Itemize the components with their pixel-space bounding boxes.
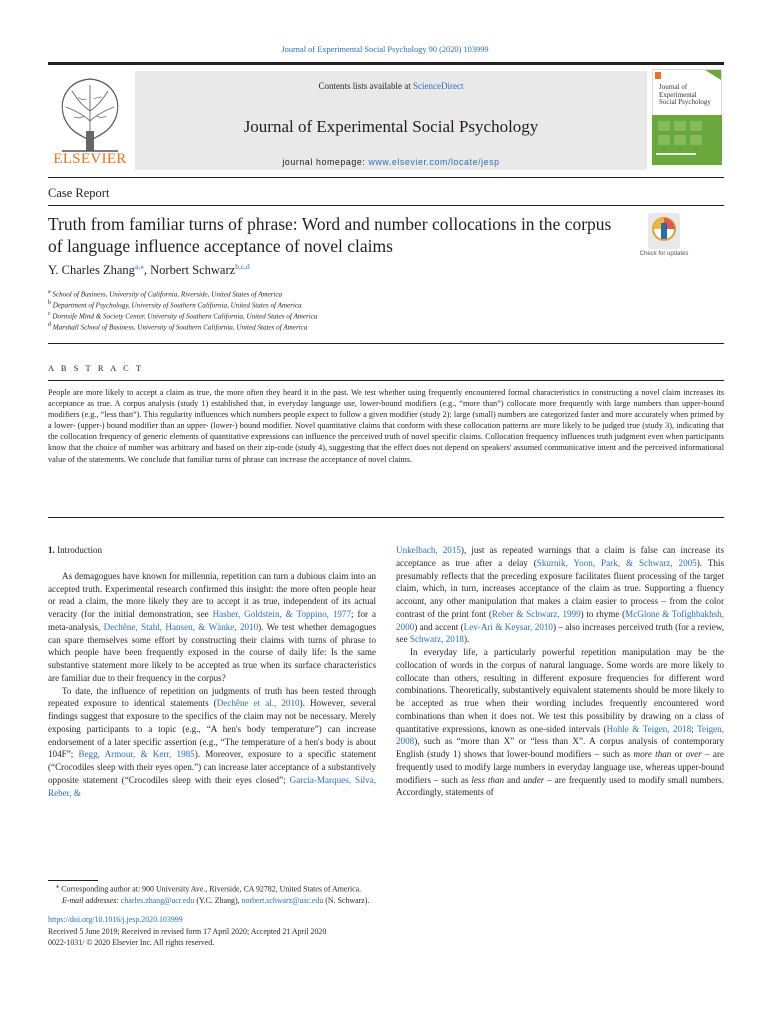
- journal-reference[interactable]: Journal of Experimental Social Psychology 90 (2020) 103999: [281, 45, 489, 54]
- contents-line: [135, 81, 647, 91]
- author-name: Norbert Schwarz: [150, 263, 236, 278]
- article-history: Received 5 June 2019; Received in revised form 17 April 2020; Accepted 21 April 2020: [48, 926, 327, 936]
- affil-text: Department of Psychology, University of Southern California, United States of America: [52, 301, 302, 310]
- crossmark-icon: [639, 213, 689, 263]
- italic-term: under: [523, 774, 545, 785]
- article-type: Case Report: [48, 186, 110, 200]
- journal-homepage: [135, 157, 647, 167]
- italic-term: over: [685, 749, 702, 759]
- section-heading: [48, 544, 376, 557]
- cover-title: Journal of Experimental Social Psychology: [659, 83, 711, 106]
- citation-link[interactable]: Unkelbach, 2015: [396, 545, 461, 555]
- citation-link[interactable]: Begg, Armour, & Kerr, 1985: [78, 749, 195, 760]
- citation-link[interactable]: Hasher, Goldstein, & Toppino, 1977: [212, 609, 352, 619]
- footnote-mark: ⁎: [56, 883, 60, 890]
- citation-link[interactable]: Teigen, 2008: [396, 723, 724, 747]
- author-affil-marker[interactable]: a,⁎: [134, 262, 144, 271]
- citation-link[interactable]: Schwarz, 2018: [409, 634, 464, 645]
- citation-link[interactable]: Hohle & Teigen, 2018: [606, 723, 692, 734]
- citation-link[interactable]: Lev-Ari & Keysar, 2010: [463, 621, 553, 632]
- abstract-heading: A B S T R A C T: [48, 364, 144, 373]
- cover-top: [652, 69, 722, 117]
- body-column-left: [48, 544, 376, 799]
- doi-link[interactable]: https://doi.org/10.1016/j.jesp.2020.103999: [48, 915, 183, 924]
- citation-link[interactable]: Reber & Schwarz, 1999: [491, 608, 581, 619]
- citation-link[interactable]: Dechêne, Stahl, Hansen, & Wänke, 2010: [103, 621, 259, 632]
- affiliation: [48, 289, 282, 298]
- abstract-text: People are more likely to accept a claim as true, the more often they heard it in the past. We test whether using frequently encountered formal characteristics in constructing a novel claim increases its acceptance as true. A corpus analysis (study 1) established that, in everyday language use, lower-bound modifiers (e.g., “more than”) collocate more frequently with large numbers than upper-bound modifiers (e.g., “less than”). This regularity influences which numbers people expect to follow a given modifier (study 2): large (small) numbers are categorized faster and more accurately when primed by a lower- (upper-) bound modifier than an upper- (lower-) bound modifier. Novel quantitative claims that conform with these collocation patterns are more likely to be judged true (study 3), indicating that the collocation frequency of generic elements of quantitative expressions can influence the perceived truth of novel specific claims. Collocation frequency influences truth judgment even when participants know that the choice of number was arbitrary and based on their zip-code (study 4), suggesting that the effect does not depend on speakers' assumed communicative intent and the perceived informational value of the statements. We conclude that familiar turns of phrase can increase the acceptance of novel claims.: [48, 388, 724, 464]
- body-paragraph: In everyday life, a particularly powerful repetition manipulation may be the collocation of words in the corpus of natural language. Some words are more likely to collocate than others, resulting in different exposure frequencies for different word combinations. Theoretically, substantively equivalent statements should be more likely to be accepted as true when their wording includes frequently encountered word combinations than when it does not. We test this possibility by drawing on a class of quantitative expressions, known as one-sided intervals (Hohle & Teigen, 2018; Teigen, 2008), such as “more than X” or “less than X”. A corpus analysis of contemporary English (study 1) shows that lower-bound modifiers – such as more than or over – are frequently used to modify large numbers in everyday language use, whereas upper-bound modifiers – such as less than and under – are frequently used to modify small numbers. Accordingly, statements of: [396, 647, 725, 798]
- author-list: Y. Charles Zhang$^{a,⁎}$, Norbert Schwarz$^{b,c,d}$: [48, 262, 250, 278]
- paper-title: Truth from familiar turns of phrase: Word and number collocations in the corpus of language influence acceptance of novel claims: [48, 214, 612, 256]
- journal-cover-thumbnail[interactable]: [648, 67, 724, 171]
- body-paragraph: Unkelbach, 2015), just as repeated warnings that a claim is false can increase its acceptance as true after a delay (Skurnik, Yoon, Park, & Schwarz, 2005). This presumably reflects that the preceding exposure facilitates fluent processing of the target claim, which, in turn, increases acceptance of the claim as true. Supporting a fluency account, any other manipulation that makes a claim easier to process – from the color contrast of the print font (Reber & Schwarz, 1999) to rhyme (McGlone & Tofighbakhsh, 2000) and accent (Lev-Ari & Keysar, 2010) – also increases perceived truth (for a review, see Schwarz, 2018).: [396, 545, 725, 645]
- journal-title: Journal of Experimental Social Psychology: [243, 117, 539, 136]
- email-line: [56, 895, 716, 906]
- italic-term: more than: [633, 749, 672, 759]
- email-link[interactable]: charles.zhang@ucr.edu: [120, 895, 195, 905]
- email-owner: (N. Schwarz).: [325, 895, 370, 905]
- citation-link[interactable]: Garcia-Marques, Silva, Reber, &: [48, 774, 376, 798]
- footnote: [56, 881, 716, 906]
- homepage-prefix: journal homepage:: [282, 157, 369, 167]
- divider: [48, 205, 724, 206]
- affil-marker: c: [48, 311, 51, 317]
- contents-prefix: Contents lists available at: [318, 81, 413, 91]
- article-info: [48, 914, 326, 949]
- citation-link[interactable]: McGlone & Tofighbakhsh, 2000: [396, 608, 724, 632]
- citation-link[interactable]: Skurnik, Yoon, Park, & Schwarz, 2005: [536, 557, 697, 568]
- body-paragraph: As demagogues have known for millennia, repetition can turn a dubious claim into an accepted truth. Experimental research confirmed this insight: the more often people hear or read a claim, the more likely they are to accept it as true, independent of its actual veracity (for the initial demonstration, see Hasher, Goldstein, & Toppino, 1977; for a meta-analysis, Dechêne, Stahl, Hansen, & Wänke, 2010). We test whether demagogues can spare themselves some effort by constructing their claims with turns of phrase to which people have been frequently exposed in the course of daily life: Is the same substantive statement more likely to be accepted as true when its surface characteristics are familiar due to their frequency in the corpus?: [48, 570, 376, 683]
- divider: [48, 380, 724, 381]
- divider: [48, 517, 724, 518]
- affil-text: Marshall School of Business, University of Southern California, United States of America: [52, 323, 308, 332]
- corresponding-text: Corresponding author at: 900 University Ave., Riverside, CA 92782, United States of America.: [61, 884, 362, 894]
- email-owner: (Y.C. Zhang),: [196, 895, 240, 905]
- copyright: 0022-1031/ © 2020 Elsevier Inc. All rights reserved.: [48, 938, 215, 947]
- section-title: Introduction: [57, 545, 103, 555]
- affil-text: Dornsife Mind & Society Center, University of Southern California, United States of America: [52, 312, 318, 321]
- email-label: E-mail addresses:: [62, 895, 119, 905]
- affil-marker: d: [48, 322, 51, 328]
- masthead-center: [135, 71, 647, 170]
- crossmark-label: Check for updates: [639, 251, 689, 257]
- body-paragraph: To date, the influence of repetition on judgments of truth has been tested through repeated exposure to identical statements (Dechêne et al., 2010). However, several findings suggest that exposure to the specifics of the claim may not be necessary. Merely exposing participants to a topic (e.g., “A hen's body temperature”) can increase endorsement of a later specific assertion (e.g., “The temperature of a hen's body is about 104F”; Begg, Armour, & Kerr, 1985). Moreover, exposure to a specific statement (“Crocodiles sleep with their eyes open.”) can increase later acceptance of a substantively opposite statement (“Crocodiles sleep with their eyes closed”; Garcia-Marques, Silva, Reber, &: [48, 685, 376, 798]
- email-link[interactable]: norbert.schwarz@usc.edu: [241, 895, 324, 905]
- check-for-updates-badge[interactable]: [639, 213, 689, 263]
- body-column-right: [396, 544, 724, 799]
- author-affil-marker[interactable]: b,c,d: [235, 262, 250, 271]
- affil-text: School of Business, University of California, Riverside, United States of America: [52, 290, 283, 299]
- publisher-logo-text: ELSEVIER: [53, 151, 127, 167]
- section-number: 1.: [48, 545, 55, 555]
- affil-marker: a: [48, 289, 51, 295]
- affiliation: [48, 311, 317, 320]
- corresponding-author-note: [56, 881, 716, 895]
- homepage-link[interactable]: www.elsevier.com/locate/jesp: [368, 157, 500, 167]
- italic-term: less than: [471, 774, 505, 785]
- affil-marker: b: [48, 300, 51, 306]
- journal-masthead: [48, 62, 724, 178]
- sciencedirect-link[interactable]: ScienceDirect: [413, 81, 464, 91]
- affiliation: [48, 300, 302, 309]
- citation-link[interactable]: Dechêne et al., 2010: [216, 698, 300, 709]
- affiliation: [48, 322, 307, 331]
- divider: [48, 343, 724, 344]
- cover-green-band: [652, 115, 722, 165]
- author-name: Y. Charles Zhang: [48, 263, 135, 278]
